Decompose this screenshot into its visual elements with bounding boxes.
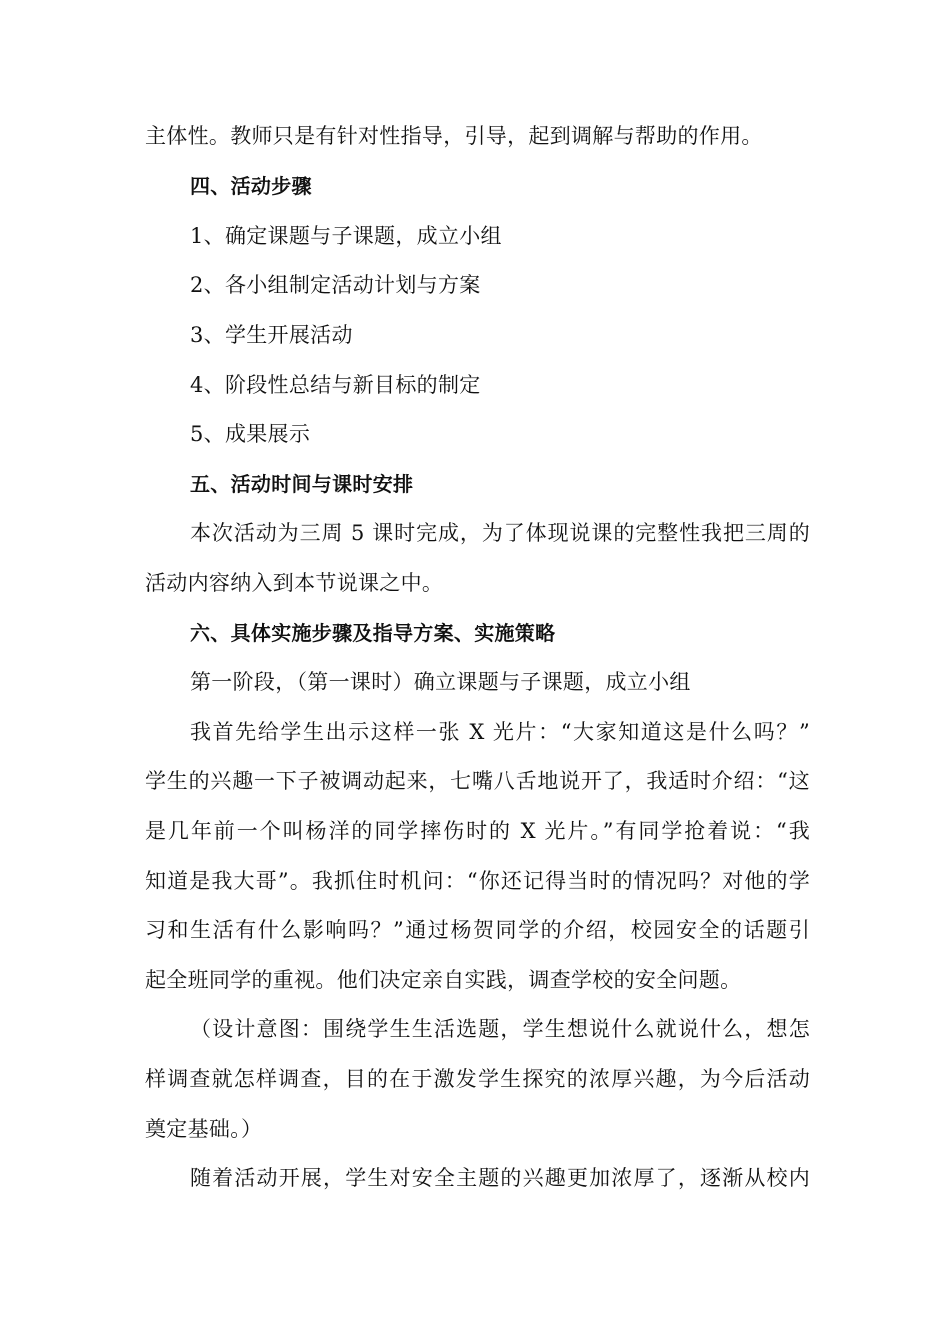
phase-title: 第一阶段，（第一课时）确立课题与子课题，成立小组 [190, 670, 691, 694]
paragraph-line: 主体性。教师只是有针对性指导，引导，起到调解与帮助的作用。 [145, 124, 763, 148]
paragraph-line: 活动内容纳入到本节说课之中。 [145, 571, 444, 595]
step-item-4: 4、阶段性总结与新目标的制定 [190, 373, 481, 397]
section-heading-4: 四、活动步骤 [190, 174, 312, 198]
paragraph-line: 起全班同学的重视。他们决定亲自实践，调查学校的安全问题。 [145, 968, 742, 992]
design-intent-line: 奠定基础。） [145, 1117, 263, 1141]
design-intent-line: 样调查就怎样调查，目的在于激发学生探究的浓厚兴趣，为今后活动 [145, 1067, 810, 1091]
step-item-1: 1、确定课题与子课题，成立小组 [190, 224, 502, 248]
paragraph-line: 知道是我大哥”。我抓住时机问：“你还记得当时的情况吗？对他的学 [145, 869, 810, 893]
paragraph-line: 本次活动为三周 5 课时完成，为了体现说课的完整性我把三周的 [190, 521, 810, 545]
paragraph-line: 我首先给学生出示这样一张 X 光片：“大家知道这是什么吗？” [190, 720, 810, 744]
step-item-3: 3、学生开展活动 [190, 323, 353, 347]
paragraph-line: 学生的兴趣一下子被调动起来，七嘴八舌地说开了，我适时介绍：“这 [145, 769, 810, 793]
paragraph-line: 习和生活有什么影响吗？”通过杨贺同学的介绍，校园安全的话题引 [145, 918, 810, 942]
paragraph-line: 是几年前一个叫杨洋的同学摔伤时的 X 光片。”有同学抢着说：“我 [145, 819, 810, 843]
design-intent-line: （设计意图：围绕学生生活选题，学生想说什么就说什么，想怎 [190, 1017, 810, 1041]
step-item-5: 5、成果展示 [190, 422, 311, 446]
section-heading-5: 五、活动时间与课时安排 [190, 472, 414, 496]
step-item-2: 2、各小组制定活动计划与方案 [190, 273, 481, 297]
paragraph-line: 随着活动开展，学生对安全主题的兴趣更加浓厚了，逐渐从校内 [190, 1166, 810, 1190]
section-heading-6: 六、具体实施步骤及指导方案、实施策略 [190, 621, 556, 645]
